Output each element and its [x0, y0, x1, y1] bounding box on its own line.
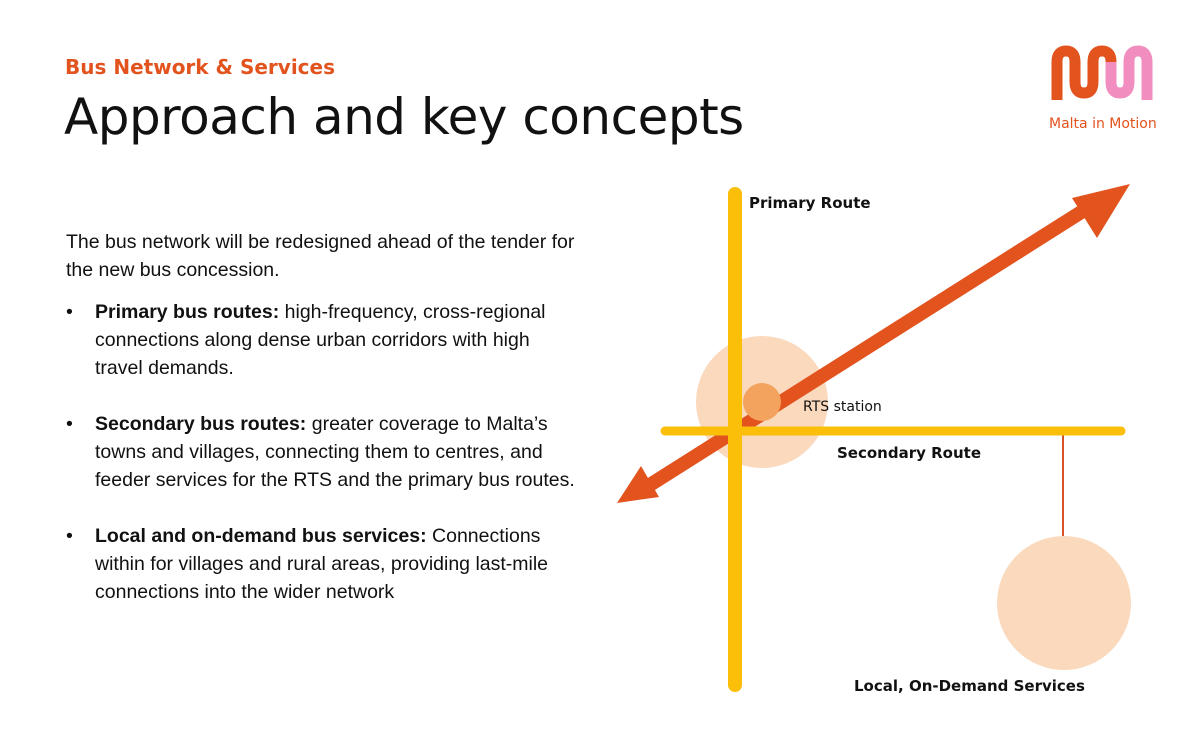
page-title: Approach and key concepts	[64, 88, 744, 146]
local-services-label: Local, On-Demand Services	[854, 677, 1085, 695]
secondary-route-label: Secondary Route	[837, 444, 981, 462]
network-diagram	[600, 170, 1160, 710]
bullet-label: Primary bus routes:	[95, 301, 280, 323]
bullet-primary-routes	[66, 298, 576, 382]
logo-text: Malta in Motion	[1049, 116, 1157, 132]
bullet-label: Secondary bus routes:	[95, 413, 307, 435]
bullet-label: Local and on-demand bus services:	[95, 525, 427, 547]
bullet-text: greater coverage to Malta’s towns and villages, connecting them to centres, and feeder services for the RTS and the primary bus routes.	[95, 413, 575, 491]
bullet-list	[66, 298, 576, 606]
primary-route-label: Primary Route	[749, 194, 871, 212]
logo-right-arch-icon	[1111, 51, 1147, 100]
local-service-circle	[997, 536, 1131, 670]
bullet-text: Connections within for villages and rural areas, providing last-mile connections into the wider network	[95, 525, 549, 603]
rts-station-marker	[743, 383, 781, 421]
bullet-local-services	[66, 522, 576, 606]
logo-left-arch-icon	[1057, 51, 1111, 100]
arrow-head-icon	[1072, 184, 1130, 238]
main-content	[66, 228, 576, 634]
rts-station-label: RTS station	[803, 399, 882, 415]
bullet-text: high-frequency, cross-regional connections along dense urban corridors with high travel demands.	[95, 301, 546, 379]
bullet-secondary-routes	[66, 410, 576, 494]
section-kicker: Bus Network & Services	[65, 55, 336, 79]
intro-paragraph: The bus network will be redesigned ahead of the tender for the new bus concession.	[66, 231, 575, 281]
